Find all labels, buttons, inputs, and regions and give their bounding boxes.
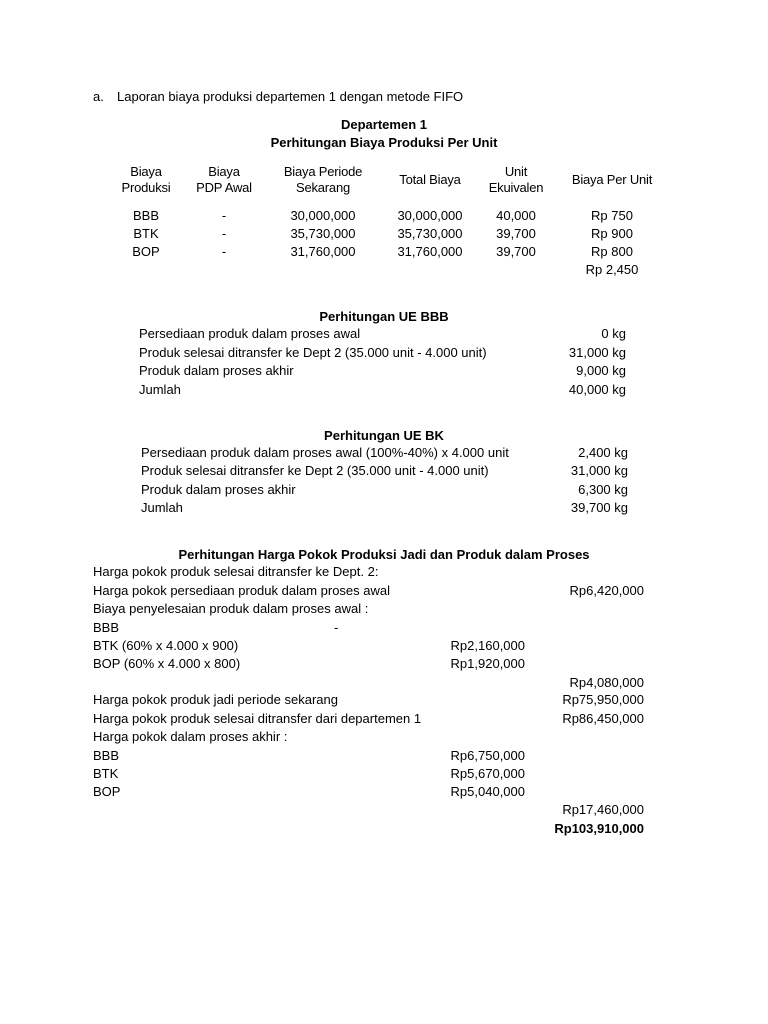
ue-bbb-label: Produk selesai ditransfer ke Dept 2 (35.000 unit - 4.000 unit) [139, 345, 487, 360]
table-cell: 39,700 [496, 226, 536, 241]
table-cell: - [221, 226, 227, 241]
hpp-amount: Rp2,160,000 [450, 638, 525, 653]
section-subtitle: Perhitungan Biaya Produksi Per Unit [270, 135, 498, 150]
hpp-total: Rp17,460,000 [562, 802, 644, 817]
hpp-label: Harga pokok dalam proses akhir : [93, 729, 288, 744]
hpp-amount: Rp1,920,000 [450, 656, 525, 671]
hpp-amount: Rp5,670,000 [450, 766, 525, 781]
hpp-total: Rp75,950,000 [562, 692, 644, 707]
hpp-label: BOP [93, 784, 121, 799]
table-cell: Rp 750 [591, 208, 633, 223]
hpp-title: Perhitungan Harga Pokok Produksi Jadi dan Produk dalam Proses [178, 547, 590, 562]
intro-text: Laporan biaya produksi departemen 1 dengan metode FIFO [117, 89, 464, 104]
ue-bbb-value: 31,000 kg [568, 345, 626, 360]
hpp-label: BTK [93, 766, 119, 781]
table-cell: BOP [132, 244, 160, 259]
table-header: Biaya Periode [283, 164, 363, 179]
table-header: Ekuivalen [488, 180, 544, 195]
table-header: Sekarang [295, 180, 351, 195]
ue-bbb-label: Persediaan produk dalam proses awal [139, 326, 361, 341]
table-cell: 30,000,000 [290, 208, 356, 223]
table-total: Rp 2,450 [585, 262, 639, 277]
ue-bk-value: 6,300 kg [578, 482, 628, 497]
table-header: Biaya Per Unit [571, 172, 653, 187]
table-cell: 30,000,000 [397, 208, 463, 223]
ue-bk-label: Produk selesai ditransfer ke Dept 2 (35.000 unit - 4.000 unit) [141, 463, 489, 478]
grand-total: Rp103,910,000 [554, 821, 644, 836]
hpp-label: BOP (60% x 4.000 x 800) [93, 656, 241, 671]
table-cell: 31,760,000 [397, 244, 463, 259]
table-cell: 39,700 [496, 244, 536, 259]
table-cell: BTK [133, 226, 159, 241]
ue-bbb-title: Perhitungan UE BBB [319, 309, 449, 324]
ue-bbb-label: Jumlah [139, 382, 181, 397]
table-cell: 35,730,000 [290, 226, 356, 241]
hpp-total: Rp6,420,000 [569, 583, 644, 598]
ue-bk-value: 31,000 kg [570, 463, 628, 478]
ue-bk-label: Produk dalam proses akhir [141, 482, 296, 497]
hpp-total: Rp4,080,000 [569, 675, 644, 690]
hpp-total: Rp86,450,000 [562, 711, 644, 726]
table-cell: - [221, 244, 227, 259]
ue-bk-value: 39,700 kg [570, 500, 628, 515]
table-cell: 40,000 [496, 208, 536, 223]
hpp-label: Biaya penyelesaian produk dalam proses awal : [93, 601, 369, 616]
hpp-label: Harga pokok produk selesai ditransfer ke Dept. 2: [93, 564, 379, 579]
table-header: PDP Awal [196, 180, 252, 195]
hpp-label: BBB [93, 620, 120, 635]
ue-bbb-value: 9,000 kg [576, 363, 626, 378]
table-header: Biaya [130, 164, 162, 179]
ue-bbb-label: Produk dalam proses akhir [139, 363, 294, 378]
table-header: Unit [504, 164, 528, 179]
hpp-label: Harga pokok produk jadi periode sekarang [93, 692, 338, 707]
hpp-label: BBB [93, 748, 120, 763]
hpp-amount: Rp6,750,000 [450, 748, 525, 763]
hpp-amount: Rp5,040,000 [450, 784, 525, 799]
hpp-label: Harga pokok persediaan produk dalam proses awal [93, 583, 391, 598]
table-cell: 31,760,000 [290, 244, 356, 259]
table-header: Total Biaya [399, 172, 461, 187]
ue-bk-label: Persediaan produk dalam proses awal (100%-40%) x 4.000 unit [141, 445, 509, 460]
ue-bbb-value: 40,000 kg [568, 382, 626, 397]
hpp-amount: - [334, 620, 339, 635]
table-cell: Rp 900 [591, 226, 633, 241]
table-cell: 35,730,000 [397, 226, 463, 241]
hpp-label: Harga pokok produk selesai ditransfer dari departemen 1 [93, 711, 422, 726]
ue-bk-title: Perhitungan UE BK [324, 428, 444, 443]
table-cell: Rp 800 [591, 244, 633, 259]
table-cell: - [221, 208, 227, 223]
list-marker: a. [93, 89, 104, 104]
hpp-label: BTK (60% x 4.000 x 900) [93, 638, 239, 653]
section-title: Departemen 1 [341, 117, 427, 132]
table-header: Produksi [121, 180, 171, 195]
ue-bk-value: 2,400 kg [578, 445, 628, 460]
ue-bk-label: Jumlah [141, 500, 183, 515]
table-header: Biaya [208, 164, 240, 179]
table-cell: BBB [132, 208, 159, 223]
ue-bbb-value: 0 kg [601, 326, 626, 341]
